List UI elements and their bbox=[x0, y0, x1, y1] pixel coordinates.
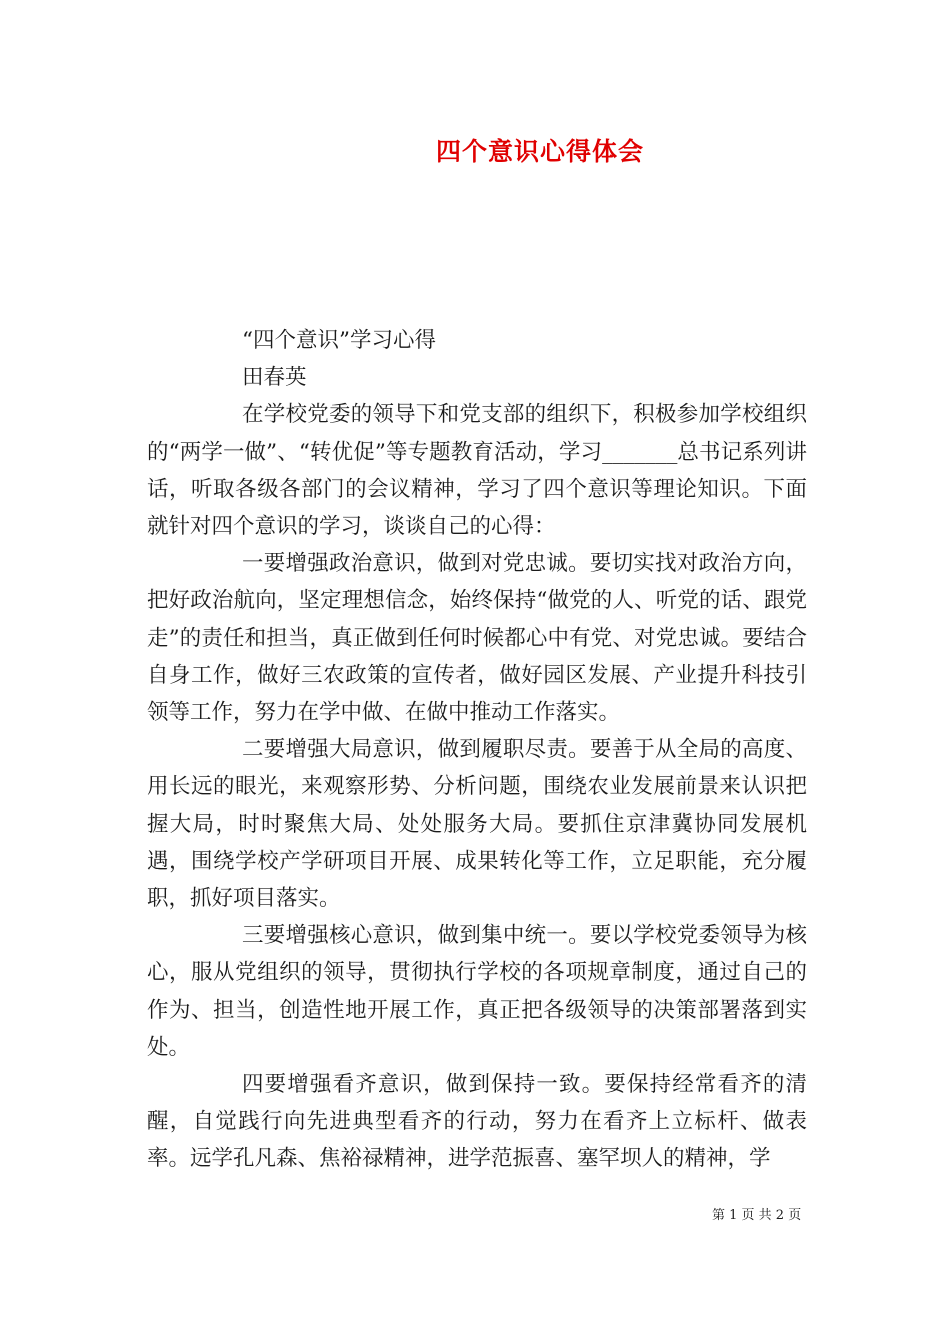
paragraph-alignment-awareness: 四要增强看齐意识，做到保持一致。要保持经常看齐的清醒，自觉践行向先进典型看齐的行动，努力在看齐上立标杆、做表率。远学孔凡森、焦裕禄精神，进学范振喜、塞罕坝人的精神，学 bbox=[147, 1072, 807, 1172]
page-footer: 第 1 页 共 2 页 bbox=[712, 1208, 802, 1223]
paragraph-core-awareness: 三要增强核心意识，做到集中统一。要以学校党委领导为核心，服从党组织的领导，贯彻执行学校的各项规章制度，通过自己的作为、担当，创造性地开展工作，真正把各级领导的决策部署落到实处。 bbox=[147, 923, 807, 1060]
paragraph-overall-awareness: 二要增强大局意识，做到履职尽责。要善于从全局的高度、用长远的眼光，来观察形势、分析问题，围绕农业发展前景来认识把握大局，时时聚焦大局、处处服务大局。要抓住京津冀协同发展机遇，围绕学校产学研项目开展、成果转化等工作，立足职能，充分履职，抓好项目落实。 bbox=[147, 737, 807, 912]
paragraph-intro: 在学校党委的领导下和党支部的组织下，积极参加学校组织的“两学一做”、“转优促”等专题教育活动，学习_______总书记系列讲话，听取各级各部门的会议精神，学习了四个意识等理论知识。下面就针对四个意识的学习，谈谈自己的心得： bbox=[147, 402, 807, 540]
document-author: 田春英 bbox=[242, 365, 307, 391]
document-subtitle: “四个意识”学习心得 bbox=[242, 328, 436, 353]
document-body bbox=[147, 322, 807, 1178]
document-title: 四个意识心得体会 bbox=[435, 137, 644, 166]
paragraph-political-awareness: 一要增强政治意识，做到对党忠诚。要切实找对政治方向，把好政治航向，坚定理想信念，始终保持“做党的人、听党的话、跟党走”的责任和担当，真正做到任何时候都心中有党、对党忠诚。要结合自身工作，做好三农政策的宣传者，做好园区发展、产业提升科技引领等工作，努力在学中做、在做中推动工作落实。 bbox=[147, 551, 807, 726]
